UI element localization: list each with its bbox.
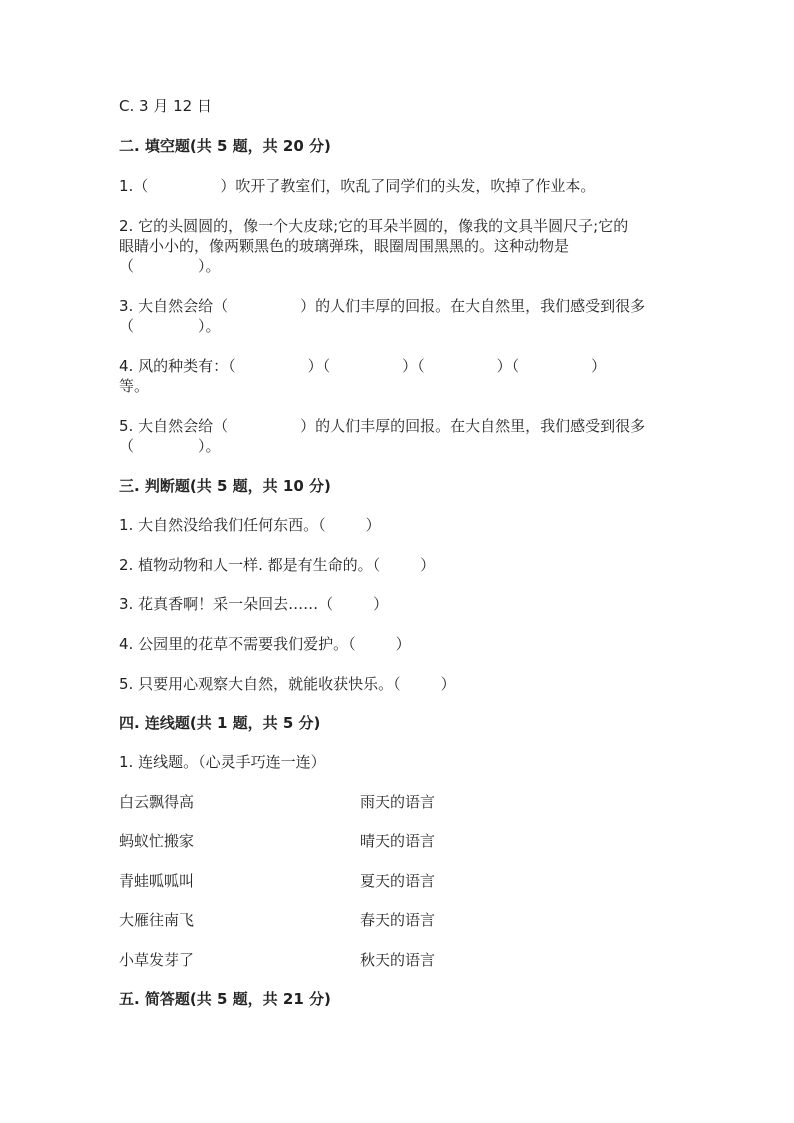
judge-question-5	[119, 674, 456, 694]
match-right-item[interactable]: 春天的语言	[360, 911, 436, 929]
judge-question-2	[119, 555, 435, 575]
fill-q3-text: ）的人们丰厚的回报。在大自然里，我们感受到很多	[300, 297, 646, 315]
section-match-heading: 四. 连线题(共 1 题，共 5 分)	[119, 714, 321, 732]
judge-q1-close: ）	[365, 516, 381, 534]
fill-question-2-line-1: 2. 它的头圆圆的，像一个大皮球;它的耳朵半圆的，像我的文具半圆尺子;它的	[119, 217, 629, 235]
judge-q2-close: ）	[420, 556, 436, 574]
fill-q1-open: 1.（	[119, 177, 149, 195]
fill-q3-open: 3. 大自然会给（	[119, 297, 229, 315]
match-left-item[interactable]: 蚂蚁忙搬家	[119, 832, 195, 850]
judge-question-1	[119, 515, 381, 535]
match-left-item[interactable]: 青蛙呱呱叫	[119, 872, 195, 890]
judge-q5-text: 5. 只要用心观察大自然，就能收获快乐。（	[119, 675, 401, 693]
fill-q4-sep-2: ）（	[402, 357, 425, 375]
fill-q4-sep-3: ）（	[496, 357, 520, 375]
fill-question-2-line-3	[119, 256, 221, 276]
fill-question-3-line-1	[119, 296, 645, 316]
judge-q3-text: 3. 花真香啊！采一朵回去……（	[119, 595, 334, 613]
fill-q5-text: ）的人们丰厚的回报。在大自然里，我们感受到很多	[300, 417, 646, 435]
judge-q4-close: ）	[395, 635, 411, 653]
match-left-item[interactable]: 小草发芽了	[119, 951, 195, 969]
fill-question-5-line-2	[119, 436, 221, 456]
fill-q4-open: 4. 风的种类有：（	[119, 357, 236, 375]
match-left-item[interactable]: 大雁往南飞	[119, 911, 195, 929]
judge-q4-text: 4. 公园里的花草不需要我们爱护。（	[119, 635, 356, 653]
fill-question-5-line-1	[119, 416, 645, 436]
match-right-item[interactable]: 夏天的语言	[360, 872, 436, 890]
judge-q3-close: ）	[373, 595, 389, 613]
fill-question-2-line-2: 眼睛小小的，像两颗黑色的玻璃弹珠，眼圈周围黑黑的。这种动物是	[119, 237, 570, 255]
fill-q4-close: ）	[591, 357, 607, 375]
fill-q3-open-2: （	[119, 317, 135, 335]
fill-question-4-line-2: 等。	[119, 377, 150, 395]
fill-q5-close: ）。	[198, 437, 221, 455]
option-c: C. 3 月 12 日	[119, 97, 212, 115]
judge-question-4	[119, 634, 411, 654]
section-short-heading: 五. 简答题(共 5 题，共 21 分)	[119, 990, 331, 1008]
section-judge-heading: 三. 判断题(共 5 题，共 10 分)	[119, 477, 331, 495]
judge-q5-close: ）	[440, 675, 456, 693]
match-right-item[interactable]: 雨天的语言	[360, 793, 436, 811]
fill-q5-open-2: （	[119, 437, 135, 455]
fill-q2-close: ）。	[198, 257, 221, 275]
fill-q3-close: ）。	[198, 317, 221, 335]
fill-q1-text: ）吹开了教室们，吹乱了同学们的头发，吹掉了作业本。	[220, 177, 596, 195]
judge-q1-text: 1. 大自然没给我们任何东西。（	[119, 516, 326, 534]
judge-question-3	[119, 594, 388, 614]
fill-q2-open: （	[119, 257, 135, 275]
fill-question-1	[119, 176, 595, 196]
section-fill-heading: 二. 填空题(共 5 题，共 20 分)	[119, 137, 331, 155]
match-right-item[interactable]: 晴天的语言	[360, 832, 436, 850]
fill-q5-open: 5. 大自然会给（	[119, 417, 229, 435]
judge-q2-text: 2. 植物动物和人一样. 都是有生命的。（	[119, 556, 381, 574]
match-left-item[interactable]: 白云飘得高	[119, 793, 195, 811]
fill-question-4-line-1	[119, 356, 606, 376]
match-right-item[interactable]: 秋天的语言	[360, 951, 436, 969]
match-question: 1. 连线题。（心灵手巧连一连）	[119, 753, 326, 771]
fill-q4-sep-1: ）（	[307, 357, 331, 375]
fill-question-3-line-2	[119, 316, 221, 336]
